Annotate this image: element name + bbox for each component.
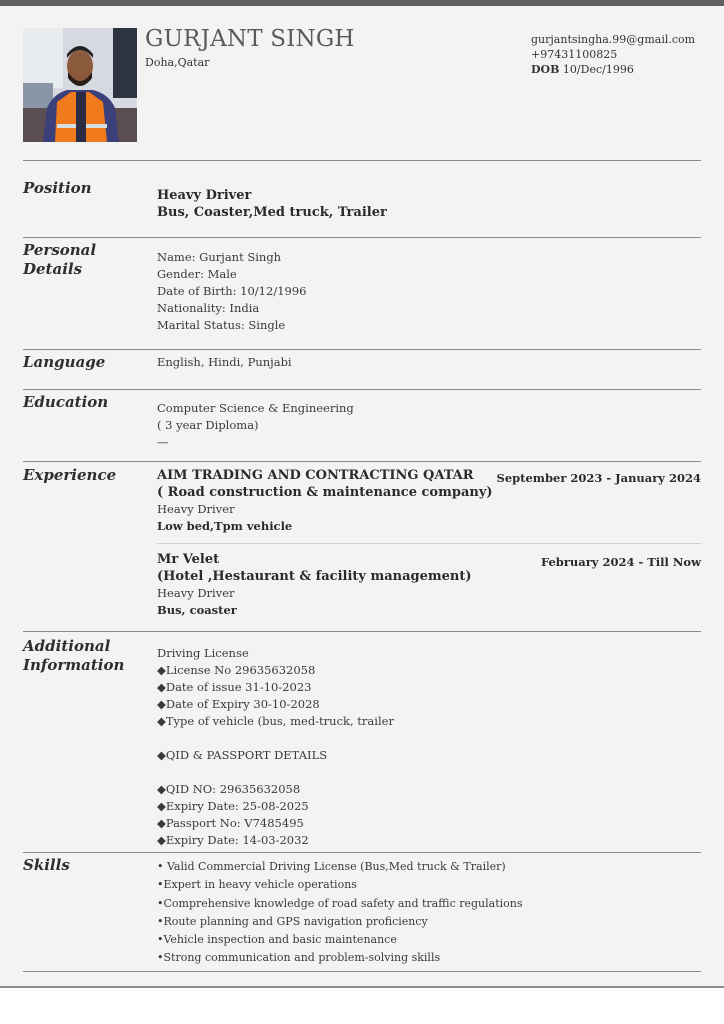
personal-details-content	[157, 249, 306, 334]
skills-label: Skills	[23, 856, 70, 874]
additional-information-content	[157, 645, 394, 849]
position-title: Heavy Driver	[157, 188, 252, 203]
position-vehicles: Bus, Coaster,Med truck, Trailer	[157, 205, 387, 220]
license-vehicle-type: ◆Type of vehicle (bus, med-truck, trailer	[157, 714, 394, 728]
education-label: Education	[23, 393, 109, 411]
candidate-location: Doha,Qatar	[145, 56, 210, 69]
job-1-dates: September 2023 - January 2024	[496, 471, 701, 485]
dob-label: DOB	[531, 63, 560, 76]
skill-item: •Comprehensive knowledge of road safety and traffic regulations	[157, 896, 523, 910]
license-issue-date: ◆Date of issue 31-10-2023	[157, 680, 312, 694]
divider	[23, 461, 701, 462]
skill-item: •Route planning and GPS navigation proficiency	[157, 914, 428, 928]
divider	[23, 389, 701, 390]
personal-marital-status: Marital Status: Single	[157, 318, 286, 332]
job-1-description: ( Road construction & maintenance company)	[157, 485, 493, 500]
divider	[157, 543, 701, 544]
skill-item: •Strong communication and problem-solving skills	[157, 951, 441, 965]
skills-content	[157, 858, 523, 968]
dob-value: 10/Dec/1996	[562, 63, 634, 76]
personal-name: Name: Gurjant Singh	[157, 250, 282, 264]
personal-dob: Date of Birth: 10/12/1996	[157, 284, 307, 298]
job-1-role: Heavy Driver	[157, 502, 235, 516]
driving-license-heading: Driving License	[157, 646, 249, 660]
personal-gender: Gender: Male	[157, 267, 237, 281]
language-content: English, Hindi, Punjabi	[157, 355, 292, 369]
candidate-name: GURJANT SINGH	[145, 26, 355, 52]
education-dash: —	[157, 435, 169, 449]
personal-nationality: Nationality: India	[157, 301, 260, 315]
email-text: gurjantsingha.99@gmail.com	[531, 33, 696, 46]
education-duration: ( 3 year Diploma)	[157, 418, 259, 432]
divider	[23, 237, 701, 238]
position-content	[157, 187, 387, 221]
skill-item: • Valid Commercial Driving License (Bus,Med truck & Trailer)	[157, 860, 506, 873]
language-label: Language	[23, 353, 106, 371]
position-label: Position	[23, 179, 92, 197]
dob-line	[531, 62, 701, 77]
education-content	[157, 400, 354, 451]
job-1-vehicles: Low bed,Tpm vehicle	[157, 519, 293, 533]
job-1-company: AIM TRADING AND CONTRACTING QATAR	[157, 468, 474, 483]
job-2-description: (Hotel ,Hestaurant & facility management)	[157, 569, 472, 584]
license-number: ◆License No 29635632058	[157, 663, 316, 677]
divider	[23, 631, 701, 632]
experience-job-1	[157, 467, 493, 535]
experience-job-2	[157, 551, 472, 619]
divider	[23, 160, 701, 161]
profile-photo	[23, 28, 137, 142]
job-2-role: Heavy Driver	[157, 586, 235, 600]
qid-passport-heading: ◆QID & PASSPORT DETAILS	[157, 748, 328, 762]
education-degree: Computer Science & Engineering	[157, 401, 354, 415]
skill-item: •Vehicle inspection and basic maintenance	[157, 933, 397, 947]
qid-number: ◆QID NO: 29635632058	[157, 782, 301, 796]
additional-information-label: Additional Information	[23, 637, 125, 674]
phone-text: +97431100825	[531, 48, 618, 61]
spacer	[157, 730, 394, 747]
passport-number: ◆Passport No: V7485495	[157, 816, 304, 830]
personal-details-label: Personal Details	[23, 241, 97, 278]
job-2-company: Mr Velet	[157, 552, 220, 567]
divider	[23, 349, 701, 350]
contact-block	[531, 32, 701, 77]
license-expiry-date: ◆Date of Expiry 30-10-2028	[157, 697, 320, 711]
job-2-dates: February 2024 - Till Now	[540, 555, 701, 569]
resume-page	[0, 6, 724, 988]
spacer	[157, 764, 394, 781]
experience-label: Experience	[23, 466, 117, 484]
passport-expiry-date: ◆Expiry Date: 14-03-2032	[157, 833, 309, 847]
skill-item: •Expert in heavy vehicle operations	[157, 878, 357, 892]
divider	[23, 852, 701, 853]
divider	[23, 971, 701, 972]
job-2-vehicles: Bus, coaster	[157, 603, 237, 617]
qid-expiry-date: ◆Expiry Date: 25-08-2025	[157, 799, 309, 813]
